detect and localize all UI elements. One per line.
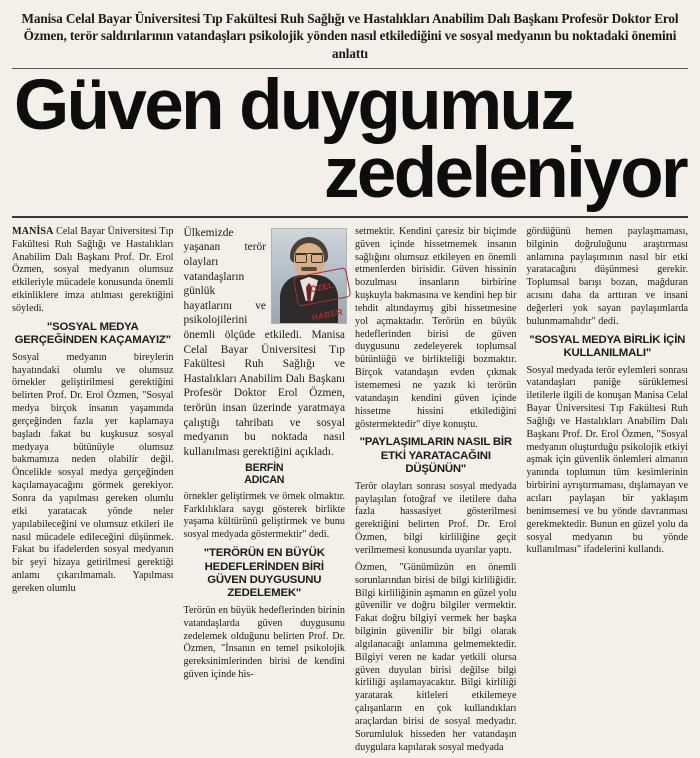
photo-caption [184,463,346,486]
article-body [10,226,690,758]
paragraph-text: Celal Bayar Üniversitesi Tıp Fakültesi Ruh Sağlığı ve Hastalıkları Anabilim Dalı Başkanı Prof. Dr. Erol Özmen, sosyal medyanın olumsuz etkileriyle mücadele konusunda önemli etkinliklere imza atılması gerektiğini söyledi. [12,225,174,314]
section-subhead: "TERÖRÜN EN BÜYÜK HEDEFLERİNDEN BİRİ GÜVEN DUYGUSUNU ZEDELEMEK" [203,547,325,600]
page-title [10,66,690,213]
portrait-photo-wrap [271,228,345,324]
section-subhead: "SOSYAL MEDYA GERÇEĞİNDEN KAÇAMAYIZ" [14,320,171,347]
section-subhead: "SOSYAL MEDYA BİRLİK İÇİN KULLANILMALI" [529,333,686,360]
paragraph: örnekler geliştirmek ve örnek olmaktır. Farklılıklara saygı gösterek birlikte yaşama kültürünü geliştirmek ve bunu sosyal medyada göstermektir" dedi. [183,490,345,541]
headline-line-1: Güven duygumuz [14,66,574,146]
paragraph: Özmen, "Günümüzün en önemli sorunlarından birisi de bilgi kirliliğidir. Bilgi kirliliğinin aşmanın en güzel yolu güvenilir ve doğru bilgiler vermektir. Fakat doğru bilgiyi vermek her başka bilginin güvenilir bir bilgi olarak algılanacağı anlamına gelmemektedir. Bilgiyi veren ne kadar yetkili olursa güven duyulan birisi değilse bilgi kirliliği aşılamayacaktır. Bilgi kirliliği yaratarak kitleleri etkilemeye çalışanların en çok kullandıkları araçlardan birisi de sosyal medyadır. Sorumluluk hisseden her vatandaşın duygulara kapılarak sosyal medyada [355,561,517,753]
photo-caption-line-1: BERFİN [245,462,284,475]
article-column-2 [184,226,346,758]
section-subhead: "PAYLAŞIMLARIN NASIL BİR ETKİ YARATACAĞINI DÜŞÜNÜN" [359,436,512,476]
photo-caption-line-2: ADICAN [244,474,285,487]
photo-mustache [301,267,317,271]
paragraph: gördüğünü hemen paylaşmaması, bilginin doğruluğunu araştırması anlamına paylaşımının nasıl bir etki yaratacağını düşünmesi gerekir. Toplumsal barışı bozan, mağduran acısını daha da arttıran ve insani değerleri yok sayan paylaşımlarda bulunmamalıdır" dedi. [526,225,688,327]
article-column-3 [355,226,517,758]
article-column-4 [527,226,689,758]
paragraph: Sosyal medyanın bireylerin hayatındaki olumlu ve olumsuz örnekler geliştirilmesi gerektiğini belirten Prof. Dr. Erol Özmen, "Sosyal medya birçok insanın yaşamında gerçeğinden fazla yer kaplamaya başladı fakat bu kuşkusuz sosyal medyaya bütünüyle olumsuz bakmamıza neden olabilir değil. Öncelikle sosyal medya gerçeğinden kaçılamayacağını görmek gerekiyor. Sonra da yapılması gereken olumlu etki yaratacak yönde neler yapılabileceğini ve olumsuz etkileri ile nasıl mücadele edileceğini düşünmek. Fakat bu ifadelerden sosyal medyanın bir şeyi hizaya getirilmesi gerektiği anlamı çıkarılmamalı. Yapılması gereken olumlu [12,351,174,594]
glasses-icon [295,253,323,260]
paragraph: Terörün en büyük hedeflerinden birinin vatandaşlarda güven duygusunu zedelemek olduğunu belirten Prof. Dr. Özmen, "İnsanın en temel psikolojik gereksinimlerinden birisi de kendini güven içinde his- [183,604,345,681]
article-kicker: Manisa Celal Bayar Üniversitesi Tıp Fakültesi Ruh Sağlığı ve Hastalıkları Anabilim Dalı Başkanı Profesör Doktor Erol Özmen, terör saldırılarının vatandaşları psikolojik yönden nasıl etkilediğini ve sosyal medyanın bu noktadaki önemini anlattı [21,11,679,61]
article-intro: Ülkemizde yaşanan terör olayları vatandaşların günlük hayatlarını ve psikolojilerini önemli ölçüde etkiledi. Manisa Celal Bayar Üniversitesi Tıp Fakültesi Ruh Sağlığı ve Hastalıkları Anabilim Dalı Başkanı Profesör Doktor Erol Özmen, terörün insan üzerinde yaratmaya çalıştığı tahribatı ve sosyal medyanın bu noktada nasıl kullanılması gerektiğini açıkladı. [183,226,345,458]
dateline: MANİSA [12,225,54,237]
article-column-1 [12,226,174,758]
paragraph: Sosyal medyada terör eylemleri sonrası vatandaşları paniğe sürüklemesi iletilerle ilgili de konuşan Manisa Celal Bayar Üniversitesi Tıp Fakültesi Ruh Sağlığı ve Hastalıkları Anabilim Dalı Başkanı Prof. Dr. Erol Özmen, "Sosyal medyanın oluşturduğu psikolojik etkiyi aşmak için güvenlik önlemleri almanın yanında toplumun tüm kesimlerinin birbirini ayrıştırmaması, dışlamayan ve acıları paylaşan bir yaklaşım benimsemesi ve bu yönde davranması gerekmektedir. Bunun en güzel yolu da sosyal medyanın bu yönde kullanılması" ifadelerini kullandı. [526,364,688,556]
headline-line-2: zedeleniyor [323,133,686,213]
paragraph [12,226,174,316]
exclusive-stamp: ÖZEL HABER [293,267,352,307]
paragraph: setmektir. Kendini çaresiz bir biçimde güven içinde hissetmemek insanın sağlığını olumsuz etkileyen en önemli etmenlerden birisidir. Güven hissinin bozulması insanların birbirine kuşkuyla bakmasına ve kendini hep bir tehdit altındaymış gibi hissetmesine yol açmaktadır. Terörün en büyük hedeflerinden birisi de güven duygusunu zedeleyerek toplumsal bütünlüğü ve birlikteliği bozmaktır. Birçok vatandaşın evden çıkmak istememesi ne yazık ki terörün vatandaşın kendini güven içinde hissetme hissini etkilediğini göstermektedir" diye konuştu. [355,225,517,430]
headline-divider [12,216,688,218]
paragraph: Terör olayları sonrası sosyal medyada paylaşılan fotoğraf ve iletilere daha fazla hassasiyet gösterilmesi gerektiğini belirten Prof. Dr. Erol Özmen, bilgi kirliliğine geçit verilmemesi konusunda uyarılar yaptı. [355,480,517,556]
